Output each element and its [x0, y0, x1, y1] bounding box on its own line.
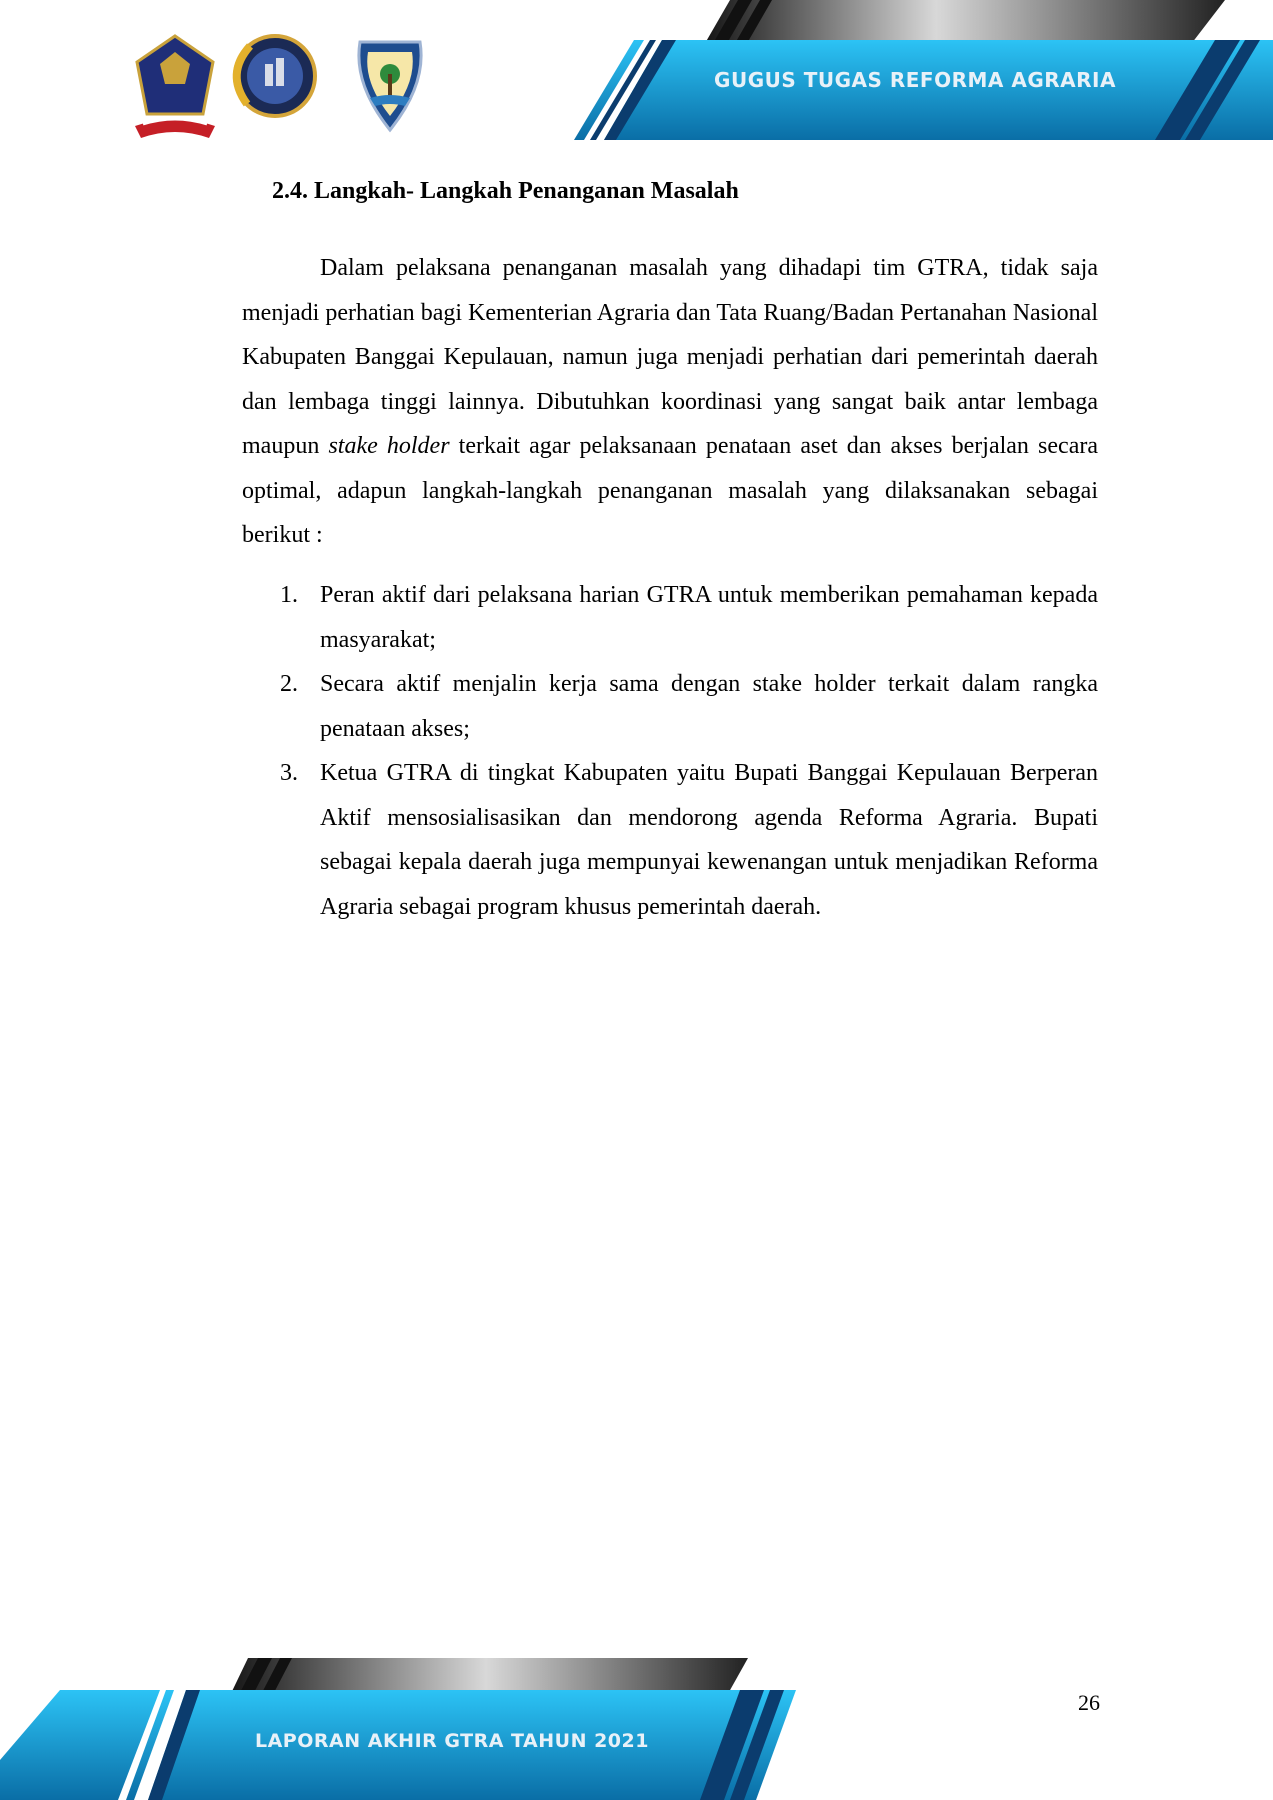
steps-list [242, 573, 1098, 929]
page-number: 26 [1078, 1690, 1100, 1715]
list-item-text: Peran aktif dari pelaksana harian GTRA untuk memberikan pemahaman kepada masyarakat; [320, 582, 1098, 653]
paragraph-text-1: Dalam pelaksana penanganan masalah yang dihadapi tim GTRA, tidak saja menjadi perhatian bagi Kementerian Agraria dan Tata Ruang/Badan Pertanahan Nasional Kabupaten Banggai Kepulauan, namun juga menjadi perhatian dari pemerintah daerah dan lembaga tinggi lainnya. Dibutuhkan koordinasi yang sangat baik antar lembaga maupun [242, 255, 1098, 459]
paragraph-text-2: terkait agar pelaksanaan penataan aset dan akses berjalan secara optimal, adapun langkah-langkah penanganan masalah yang dilaksanakan sebagai berikut : [242, 433, 1098, 548]
section-title: 2.4. Langkah- Langkah Penanganan Masalah [272, 178, 739, 204]
atr-bpn-logo [235, 36, 315, 116]
gtra-pusat-logo [135, 36, 215, 138]
footer-banner [0, 1650, 1273, 1800]
list-item-number: 1. [280, 582, 298, 608]
list-item-number: 2. [280, 671, 298, 697]
list-item [242, 662, 1098, 751]
list-item-text: Secara aktif menjalin kerja sama dengan stake holder terkait dalam rangka penataan akses; [320, 671, 1098, 742]
footer-title: LAPORAN AKHIR GTRA TAHUN 2021 [255, 1730, 649, 1752]
intro-paragraph [242, 246, 1098, 558]
list-item [242, 573, 1098, 662]
list-item-number: 3. [280, 760, 298, 786]
logo-group [135, 34, 455, 144]
banggai-kepulauan-logo [359, 42, 421, 130]
list-item [242, 751, 1098, 929]
paragraph-italic: stake holder [328, 433, 450, 459]
list-item-text: Ketua GTRA di tingkat Kabupaten yaitu Bupati Banggai Kepulauan Berperan Aktif mensosialisasikan dan mendorong agenda Reforma Agraria. Bupati sebagai kepala daerah juga mempunyai kewenangan untuk menjadikan Reforma Agraria sebagai program khusus pemerintah daerah. [320, 760, 1098, 920]
header-title: GUGUS TUGAS REFORMA AGRARIA [714, 68, 1116, 92]
